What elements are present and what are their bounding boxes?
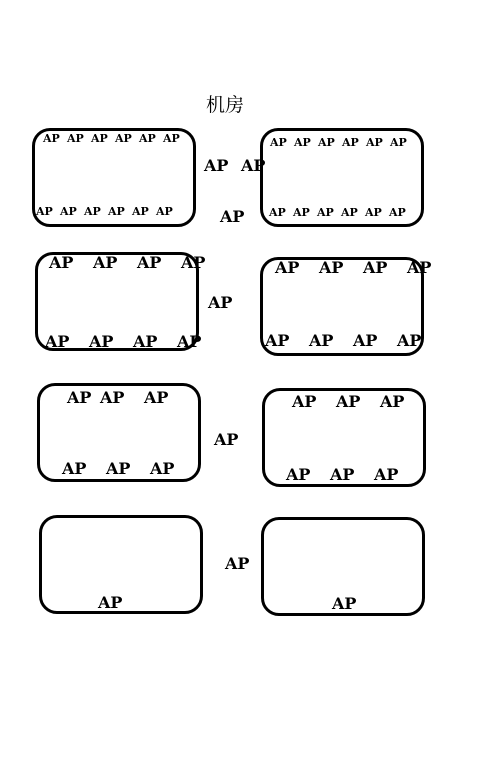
ap-marker: AP bbox=[177, 332, 202, 351]
ap-marker: AP bbox=[269, 206, 286, 219]
ap-marker: AP bbox=[156, 205, 173, 218]
ap-marker: AP bbox=[336, 392, 361, 411]
ap-marker: AP bbox=[43, 132, 60, 145]
ap-marker: AP bbox=[89, 332, 114, 351]
ap-marker: AP bbox=[62, 459, 87, 478]
ap-marker: AP bbox=[132, 205, 149, 218]
ap-marker: AP bbox=[293, 206, 310, 219]
ap-marker: AP bbox=[341, 206, 358, 219]
ap-marker: AP bbox=[319, 258, 344, 277]
ap-marker: AP bbox=[91, 132, 108, 145]
ap-marker: AP bbox=[292, 392, 317, 411]
ap-marker: AP bbox=[407, 258, 432, 277]
ap-marker: AP bbox=[317, 206, 334, 219]
ap-marker: AP bbox=[265, 331, 290, 350]
ap-marker: AP bbox=[133, 332, 158, 351]
ap-marker: AP bbox=[84, 205, 101, 218]
ap-marker: AP bbox=[67, 388, 92, 407]
ap-marker: AP bbox=[318, 136, 335, 149]
ap-marker: AP bbox=[241, 156, 266, 175]
ap-marker: AP bbox=[270, 136, 287, 149]
ap-marker: AP bbox=[49, 253, 74, 272]
ap-marker: AP bbox=[390, 136, 407, 149]
ap-marker: AP bbox=[330, 465, 355, 484]
ap-marker: AP bbox=[100, 388, 125, 407]
ap-marker: AP bbox=[139, 132, 156, 145]
ap-marker: AP bbox=[45, 332, 70, 351]
ap-marker: AP bbox=[214, 430, 239, 449]
ap-marker: AP bbox=[98, 593, 123, 612]
ap-marker: AP bbox=[144, 388, 169, 407]
ap-marker: AP bbox=[208, 293, 233, 312]
ap-marker: AP bbox=[181, 253, 206, 272]
ap-marker: AP bbox=[342, 136, 359, 149]
ap-marker: AP bbox=[397, 331, 422, 350]
ap-marker: AP bbox=[106, 459, 131, 478]
ap-marker: AP bbox=[332, 594, 357, 613]
ap-marker: AP bbox=[275, 258, 300, 277]
ap-marker: AP bbox=[366, 136, 383, 149]
ap-marker: AP bbox=[365, 206, 382, 219]
ap-marker: AP bbox=[309, 331, 334, 350]
ap-marker: AP bbox=[60, 205, 77, 218]
ap-marker: AP bbox=[108, 205, 125, 218]
ap-marker: AP bbox=[36, 205, 53, 218]
ap-marker: AP bbox=[93, 253, 118, 272]
ap-marker: AP bbox=[286, 465, 311, 484]
ap-marker: AP bbox=[380, 392, 405, 411]
ap-marker: AP bbox=[67, 132, 84, 145]
ap-marker: AP bbox=[374, 465, 399, 484]
ap-marker: AP bbox=[204, 156, 229, 175]
ap-marker: AP bbox=[137, 253, 162, 272]
ap-marker: AP bbox=[363, 258, 388, 277]
ap-marker: AP bbox=[163, 132, 180, 145]
page-title: 机房 bbox=[206, 94, 245, 116]
ap-marker: AP bbox=[115, 132, 132, 145]
ap-marker: AP bbox=[353, 331, 378, 350]
ap-marker: AP bbox=[225, 554, 250, 573]
ap-marker: AP bbox=[389, 206, 406, 219]
ap-marker: AP bbox=[294, 136, 311, 149]
ap-marker: AP bbox=[150, 459, 175, 478]
ap-marker: AP bbox=[220, 207, 245, 226]
